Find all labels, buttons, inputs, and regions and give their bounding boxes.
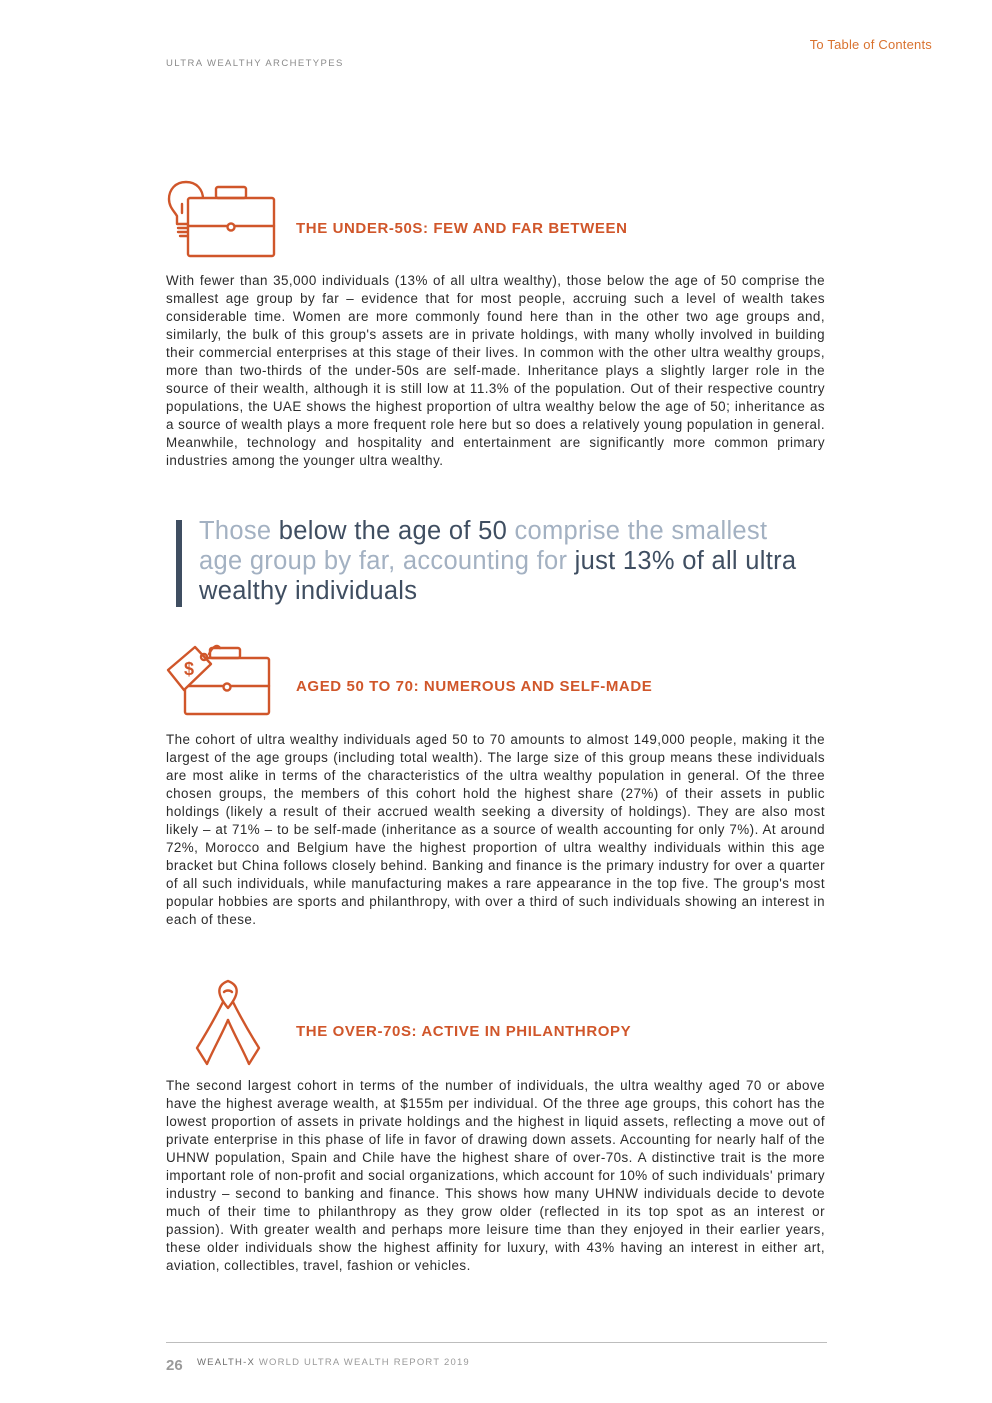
svg-text:$: $ [184, 659, 195, 679]
section-body-under-50s: With fewer than 35,000 individuals (13% of all ultra wealthy), those below the age of 50 comprise the smallest age group by far – evidence that for most people, accruing such a level of wealth takes considerable time. Women are more commonly found here than in the other two age groups and, similarly, the bulk of this group's assets are in private holdings, with many wholly involved in building their commercial enterprises at this stage of their lives. In common with the other ultra wealthy groups, more than two-thirds of the under-50s are self-made. Inheritance plays a slightly larger role in the source of their wealth, although it is still low at 11.3% of the population. Out of their respective country populations, the UAE shows the highest proportion of ultra wealthy below the age of 50; inheritance as a source of wealth plays a more frequent role here but so does a relatively young population in general. Meanwhile, technology and hospitality and entertainment are significantly more common primary industries among the younger ultra wealthy. [166, 273, 825, 468]
footer-rule [166, 1342, 827, 1343]
section-body-over-70s: The second largest cohort in terms of the number of individuals, the ultra wealthy aged 70 or above have the highest average wealth, at $155m per individual. Of the three age groups, this cohort has the lowest proportion of assets in private holdings and the highest in liquid assets, reflecting a move out of private enterprise in this phase of life in favor of drawing down assets. Accounting for nearly half of the UHNW population, Spain and Chile have the highest share of over-70s. A distinctive trait is the more important role of non-profit and social organizations, which account for 10% of such individuals' primary industry – second to banking and finance. This shows how many UHNW individuals decide to devote much of their time to philanthropy as they grow older (reflected in its top spot as an interest or passion). With greater wealth and perhaps more leisure time than they enjoyed in their earlier years, these older individuals show the highest affinity for luxury, with 43% having an interest in either art, aviation, collectibles, travel, fashion or vehicles. [166, 1078, 825, 1273]
pull-quote-part-4: just 13% of all ultra wealthy individuals [199, 547, 797, 605]
pull-quote-bar [176, 520, 182, 607]
pull-quote-part-2: below the age of 50 [278, 517, 508, 545]
section-heading-over-70s: THE OVER-70S: ACTIVE IN PHILANTHROPY [296, 1023, 632, 1040]
section-heading-aged-50-to-70: AGED 50 TO 70: NUMEROUS AND SELF-MADE [296, 678, 653, 695]
pull-quote-part-1: Those [199, 517, 279, 545]
lightbulb-briefcase-icon [166, 178, 278, 260]
dollar-tag-briefcase-icon [165, 640, 273, 718]
pull-quote-part-3: comprise the smallest age group by far, accounting for [199, 517, 768, 575]
section-heading-under-50s: THE UNDER-50S: FEW AND FAR BETWEEN [296, 220, 628, 237]
footer-report-title [197, 1357, 470, 1368]
table-of-contents-link[interactable]: To Table of Contents [809, 37, 932, 52]
ribbon-icon [193, 978, 263, 1068]
page-number: 26 [166, 1357, 183, 1374]
pull-quote [199, 516, 799, 606]
running-head: ULTRA WEALTHY ARCHETYPES [166, 58, 344, 69]
footer-title-text: WORLD ULTRA WEALTH REPORT 2019 [254, 1357, 470, 1368]
section-body-aged-50-to-70: The cohort of ultra wealthy individuals aged 50 to 70 amounts to almost 149,000 people, making it the largest of the age groups (including total wealth). The large size of this group means these individuals are most alike in terms of the characteristics of the ultra wealthy population in general. Of the three chosen groups, the members of this cohort hold the highest share (27%) of their assets in public holdings (likely a result of their accrued wealth seeking a diversity of holdings). They are also most likely – at 71% – to be self-made (inheritance as a source of wealth accounting for only 7%). At around 72%, Morocco and Belgium have the highest proportion of ultra wealthy individuals within this age bracket but China follows closely behind. Banking and finance is the primary industry for over a quarter of all such individuals, while manufacturing makes a rare appearance in the top five. The group's most popular hobbies are sports and philanthropy, with over a third of such individuals showing an interest in each of these. [166, 732, 825, 927]
footer-brand: WEALTH-X [197, 1357, 255, 1368]
